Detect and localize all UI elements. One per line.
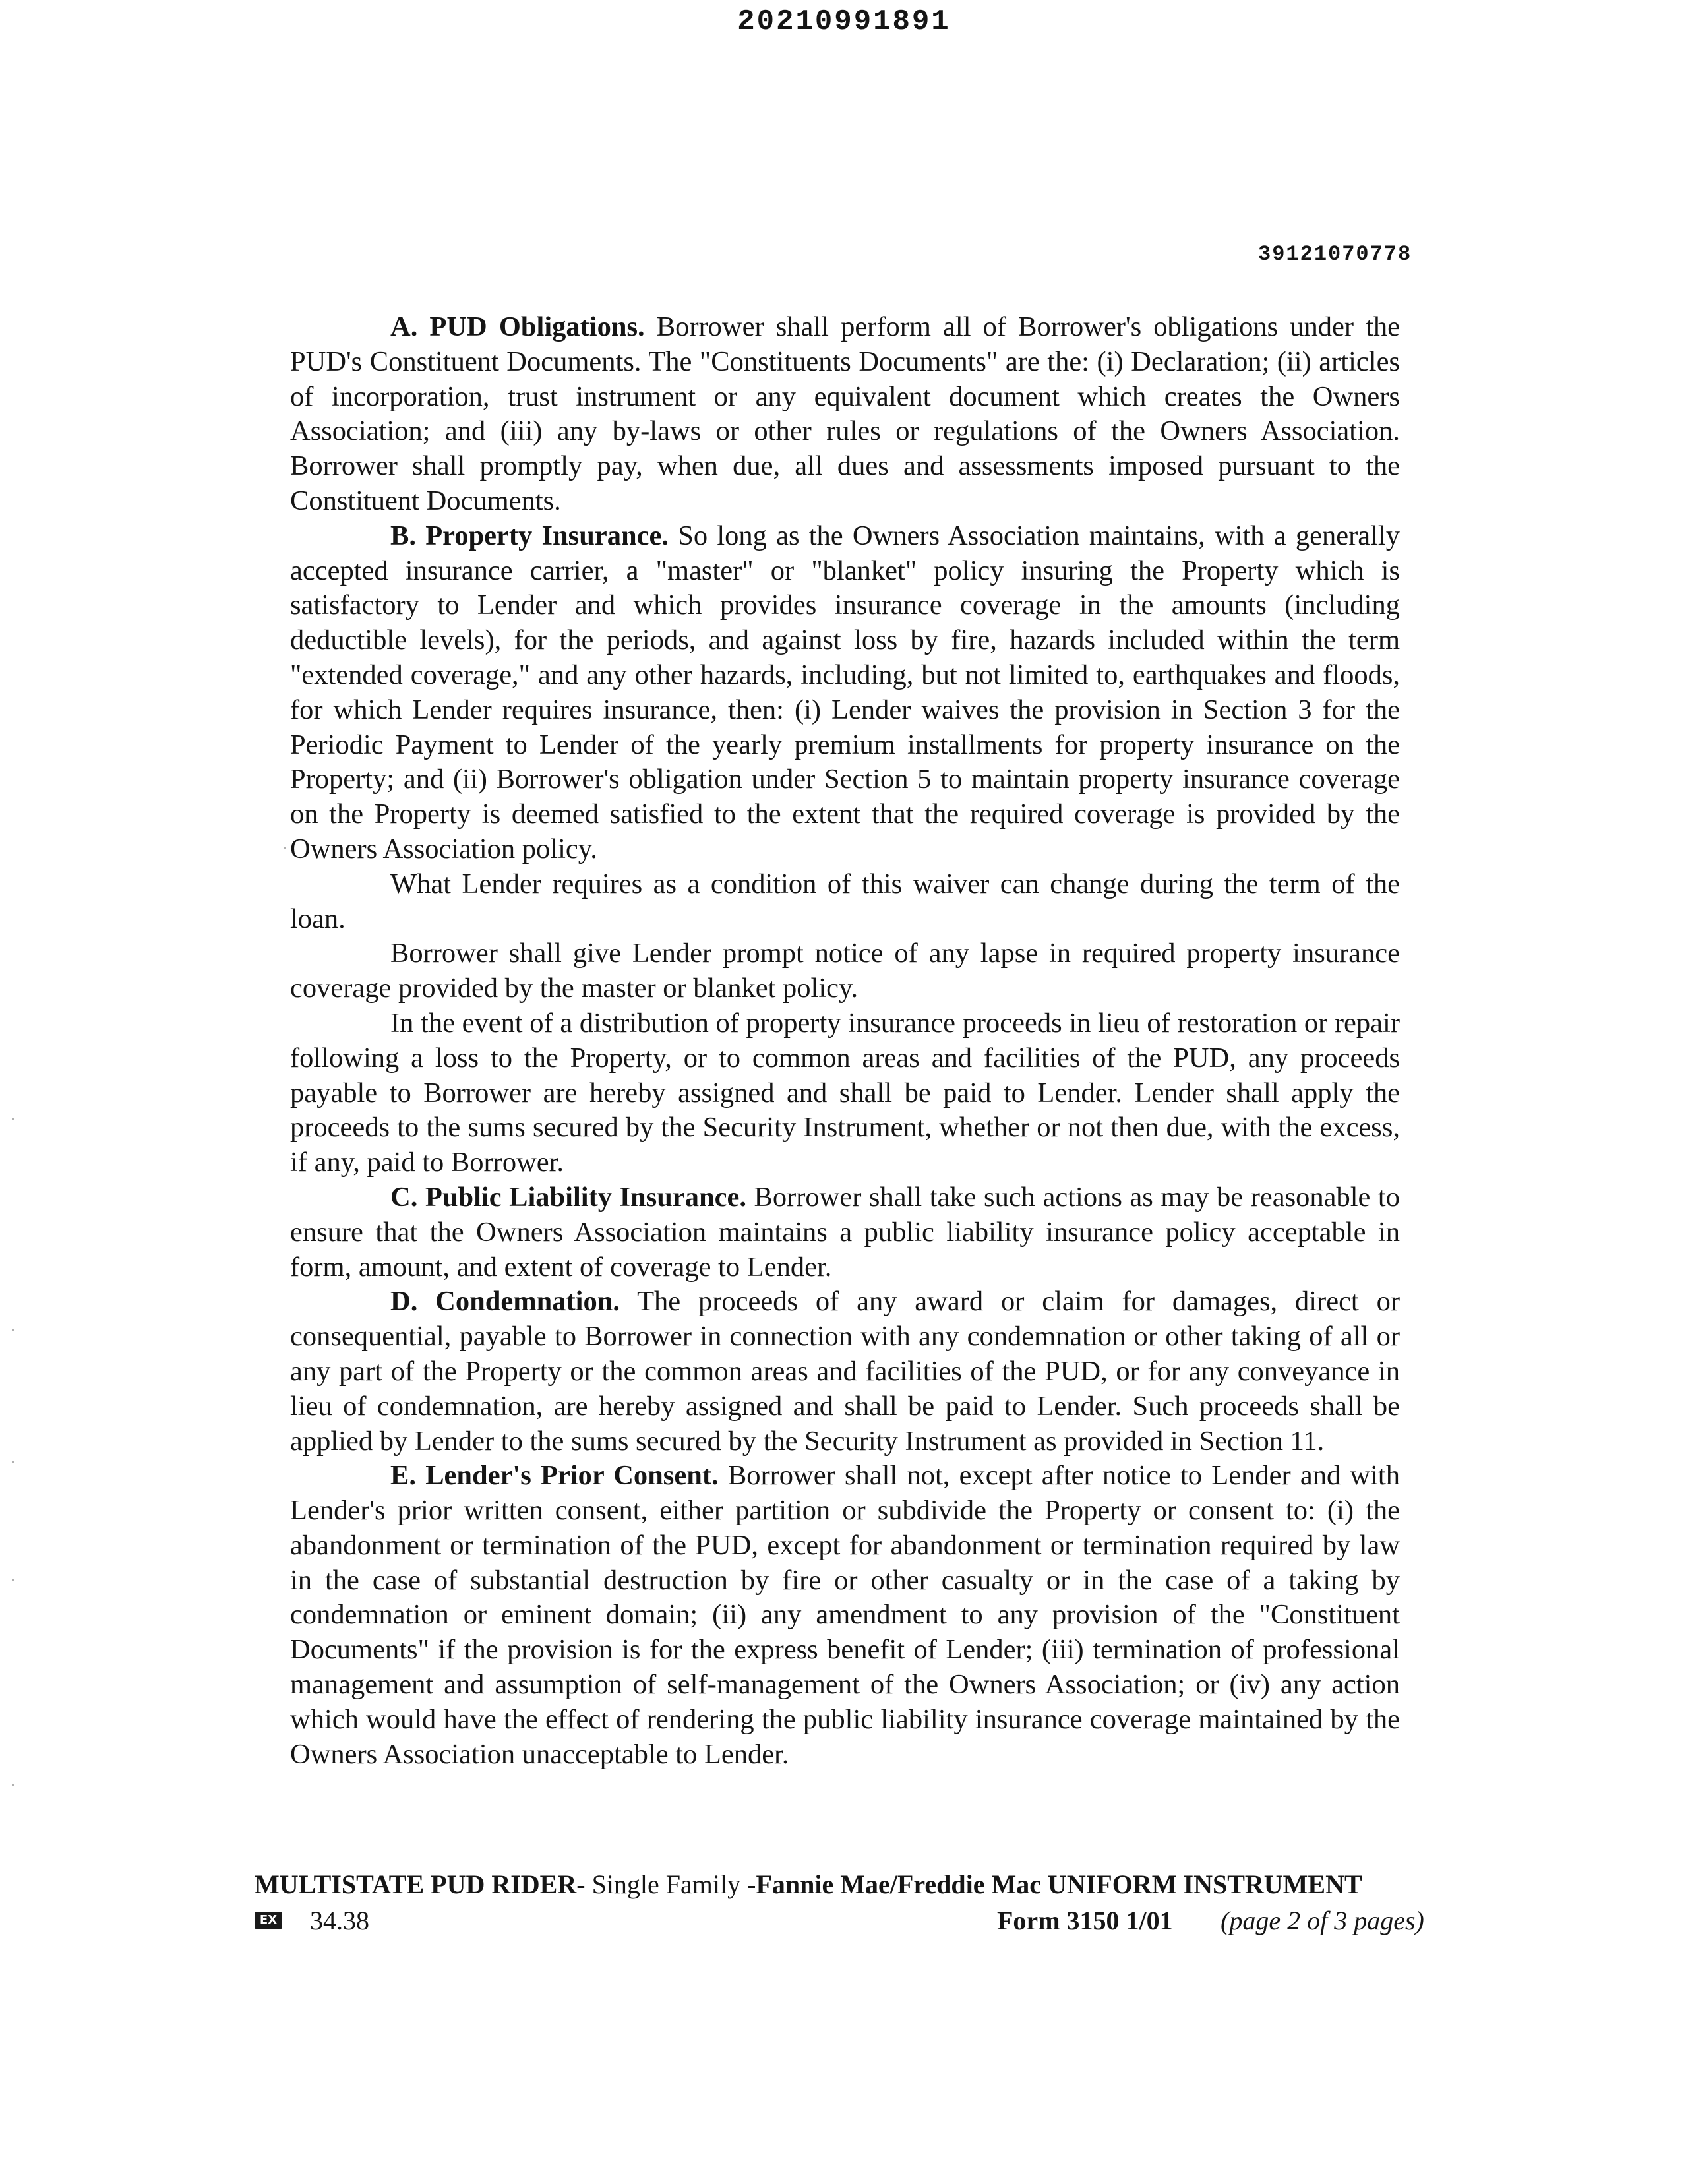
margin-mark — [12, 1329, 14, 1331]
section-text: Borrower shall give Lender prompt notice of any lapse in required property insurance coverage provided by the master or blanket policy. — [290, 938, 1400, 1004]
loan-number: 39121070778 — [1258, 242, 1412, 266]
section-text: The proceeds of any award or claim for damages, direct or consequential, payable to Borrower in connection with any condemnation or other taking of all or any part of the Property or the common areas and facilities of the PUD, or for any conveyance in lieu of condemnation, are hereby assigned and shall be paid to Lender. Such proceeds shall be applied by Lender to the sums secured by the Security Instrument as provided in Section 11. — [290, 1286, 1400, 1457]
section-text: In the event of a distribution of property insurance proceeds in lieu of restoration or repair following a loss to the Property, or to common areas and facilities of the PUD, any proceeds payable to Borrower are hereby assigned and shall be paid to Lender. Lender shall apply the proceeds to the sums secured by the Security Instrument, whether or not then due, with the excess, if any, paid to Borrower. — [290, 1007, 1400, 1178]
section-heading: D. Condemnation. — [390, 1286, 620, 1318]
rider-title-normal: - Single Family - — [576, 1869, 756, 1899]
section-heading: B. Property Insurance. — [390, 520, 669, 551]
section-condemnation — [290, 1285, 1400, 1459]
section-lenders-prior-consent — [290, 1459, 1400, 1772]
form-code: 34.38 — [310, 1906, 369, 1935]
form-footer — [255, 1867, 1428, 1939]
margin-mark — [12, 1461, 14, 1463]
section-text: What Lender requires as a condition of this waiver can change during the term of the loan. — [290, 868, 1400, 934]
document-number: 20210991891 — [737, 5, 951, 38]
paragraph-waiver — [290, 867, 1400, 937]
paragraph-proceeds-distribution — [290, 1006, 1400, 1180]
form-vendor-icon: EX — [255, 1912, 282, 1929]
rider-title — [255, 1867, 1428, 1902]
section-heading: E. Lender's Prior Consent. — [390, 1460, 719, 1492]
paragraph-lapse-notice — [290, 936, 1400, 1006]
rider-title-bold2: Fannie Mae/Freddie Mac UNIFORM INSTRUMENT — [756, 1869, 1362, 1899]
section-text: Borrower shall not, except after notice to Lender and with Lender's prior written consent, either partition or subdivide the Property or consent to: (i) the abandonment or termination of the PUD, except for abandonment or termination required by law in the case of substantial destruction by fire or other casualty or in the case of a taking by condemnation or eminent domain; (ii) any amendment to any provision of the "Constituent Documents" if the provision is for the express benefit of Lender; (iii) termination of professional management and assumption of self-management of the Owners Association; or (iv) any action which would have the effect of rendering the public liability insurance coverage maintained by the Owners Association unacceptable to Lender. — [290, 1460, 1400, 1770]
page-info: (page 2 of 3 pages) — [1221, 1906, 1424, 1935]
section-property-insurance — [290, 519, 1400, 867]
margin-mark — [284, 847, 286, 849]
section-public-liability — [290, 1180, 1400, 1285]
margin-mark — [12, 1784, 14, 1786]
form-number: Form 3150 1/01 — [997, 1906, 1173, 1935]
rider-title-bold: MULTISTATE PUD RIDER — [255, 1869, 577, 1899]
document-body — [290, 310, 1400, 1772]
section-pud-obligations — [290, 310, 1400, 519]
section-text: Borrower shall perform all of Borrower's obligations under the PUD's Constituent Documents. The "Constituents Documents" are the: (i) Declaration; (ii) articles of incorporation, trust instrument or any equivalent document which creates the Owners Association; and (iii) any by-laws or other rules or regulations of the Owners Association. Borrower shall promptly pay, when due, all dues and assessments imposed pursuant to the Constituent Documents. — [290, 311, 1400, 516]
section-text: So long as the Owners Association maintains, with a generally accepted insurance carrier, a "master" or "blanket" policy insuring the Property which is satisfactory to Lender and which provides insurance coverage in the amounts (including deductible levels), for the periods, and against loss by fire, hazards included within the term "extended coverage," and any other hazards, including, but not limited to, earthquakes and floods, for which Lender requires insurance, then: (i) Lender waives the provision in Section 3 for the Periodic Payment to Lender of the yearly premium installments for property insurance on the Property; and (ii) Borrower's obligation under Section 5 to maintain property insurance coverage on the Property is deemed satisfied to the extent that the required coverage is provided by the Owners Association policy. — [290, 520, 1400, 864]
margin-mark — [12, 1118, 14, 1120]
section-text: Borrower shall take such actions as may be reasonable to ensure that the Owners Association maintains a public liability insurance policy acceptable in form, amount, and extent of coverage to Lender. — [290, 1181, 1400, 1283]
margin-mark — [12, 1579, 14, 1581]
section-heading: C. Public Liability Insurance. — [390, 1181, 746, 1213]
section-heading: A. PUD Obligations. — [390, 311, 645, 342]
form-info-line — [255, 1902, 1428, 1939]
